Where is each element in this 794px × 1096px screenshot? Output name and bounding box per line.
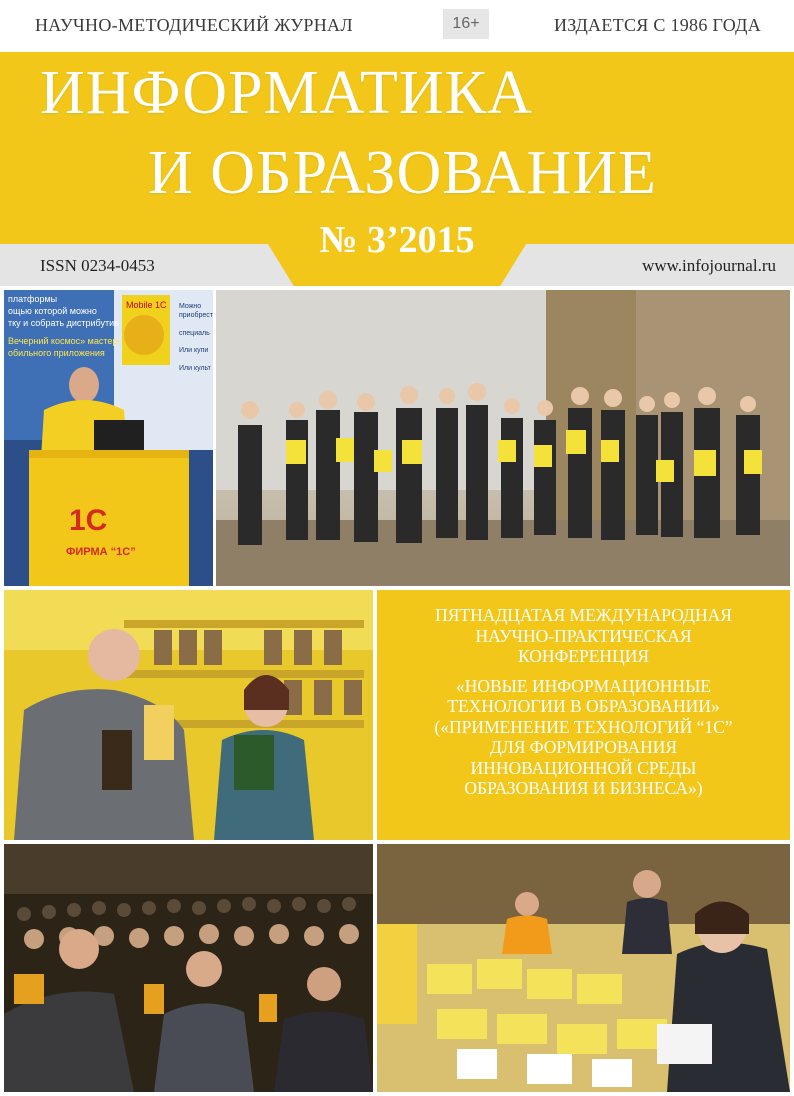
conference-title-line: ОБРАЗОВАНИЯ И БИЗНЕСА») xyxy=(464,778,703,798)
issn-number: ISSN 0234-0453 xyxy=(40,256,155,275)
slide-text-2: приобрест xyxy=(179,312,213,319)
journal-title-line2: И ОБРАЗОВАНИЕ xyxy=(148,139,657,207)
audience-photo-illustration xyxy=(4,844,373,1092)
since-year: ИЗДАЕТСЯ С 1986 ГОДА xyxy=(553,15,761,35)
age-rating-badge: 16+ xyxy=(443,9,489,39)
slide-text-4: Или купи xyxy=(179,347,209,354)
conference-title-line: («ПРИМЕНЕНИЕ ТЕХНОЛОГИЙ “1С” xyxy=(434,716,733,737)
top-strip xyxy=(0,0,794,52)
photo-materials-table xyxy=(377,844,790,1092)
table-photo-illustration xyxy=(377,844,790,1092)
photo-books-booth xyxy=(4,590,373,840)
website-link[interactable]: www.infojournal.ru xyxy=(642,256,776,275)
photo-speaker-podium xyxy=(4,290,213,586)
slide-text-1: Можно xyxy=(179,303,202,310)
conference-info xyxy=(377,590,790,840)
podium-logo: 1С xyxy=(69,504,108,537)
slide-text-3: специаль xyxy=(179,330,210,337)
booth-photo-illustration xyxy=(4,590,373,840)
conference-title-line: ИННОВАЦИОННОЙ СРЕДЫ xyxy=(470,757,697,778)
slide-text-5: Или культ xyxy=(179,365,211,372)
issue-number: № 3’2015 xyxy=(319,219,475,261)
slide-logo-text: Mobile 1C xyxy=(126,300,167,310)
conference-title-line: «НОВЫЕ ИНФОРМАЦИОННЫЕ xyxy=(455,675,712,696)
conference-line: НАУЧНО-ПРАКТИЧЕСКАЯ xyxy=(475,625,692,646)
slide-left-4: Вечерний космос» мастер- xyxy=(8,336,121,346)
photo-audience xyxy=(4,844,373,1092)
group-photo-illustration xyxy=(216,290,790,586)
conference-line: ПЯТНАДЦАТАЯ МЕЖДУНАРОДНАЯ xyxy=(435,605,732,625)
slide-left-5: обильного приложения xyxy=(8,348,105,358)
podium-caption: ФИРМА “1С” xyxy=(66,546,136,558)
journal-type: НАУЧНО-МЕТОДИЧЕСКИЙ ЖУРНАЛ xyxy=(35,15,353,35)
slide-left-2: ощью которой можно xyxy=(8,306,97,316)
conference-title-line: ДЛЯ ФОРМИРОВАНИЯ xyxy=(489,737,678,757)
speaker-photo-illustration xyxy=(4,290,213,586)
photo-group-participants xyxy=(216,290,790,586)
slide-left-1: платформы xyxy=(8,294,58,304)
conference-line: КОНФЕРЕНЦИЯ xyxy=(517,646,650,666)
slide-left-3: тку и собрать дистрибутив xyxy=(8,318,119,328)
journal-title-line1: ИНФОРМАТИКА xyxy=(40,59,533,127)
conference-title-line: ТЕХНОЛОГИИ В ОБРАЗОВАНИИ» xyxy=(447,696,720,716)
